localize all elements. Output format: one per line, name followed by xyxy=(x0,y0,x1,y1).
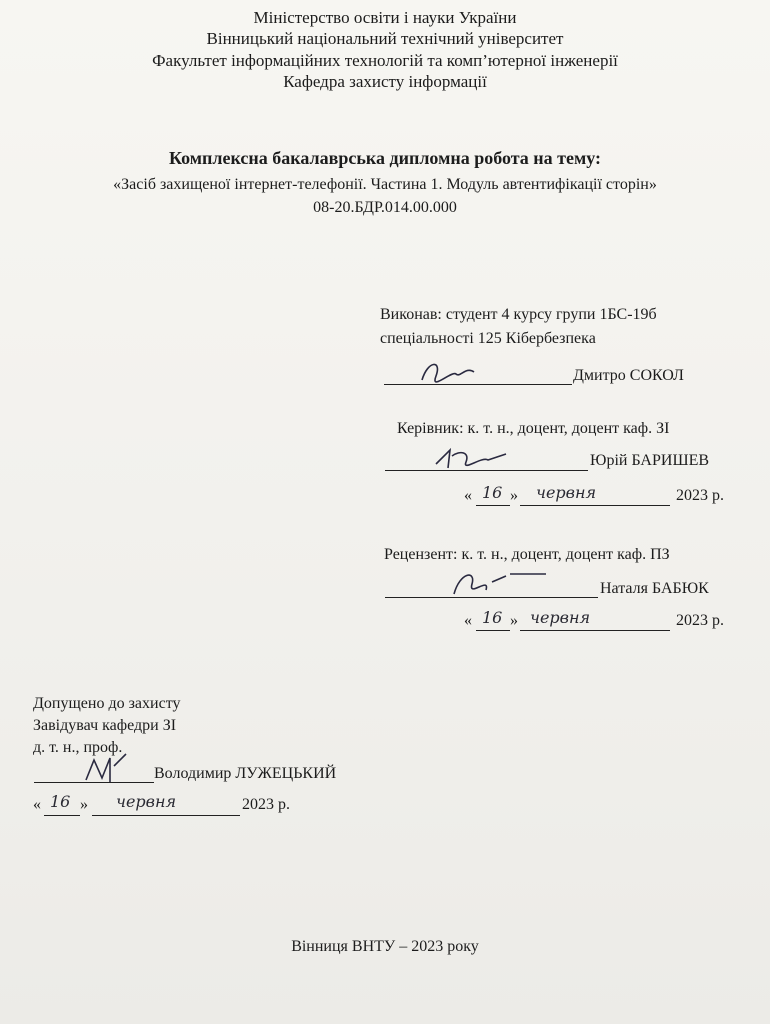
author-line1: Виконав: студент 4 курсу групи 1БС-19б xyxy=(380,306,657,323)
admission-month-line xyxy=(92,815,240,816)
supervisor-date-day: 16 xyxy=(482,483,503,502)
supervisor-date-year: 2023 р. xyxy=(676,487,724,504)
author-line2: спеціальності 125 Кібербезпека xyxy=(380,330,596,347)
reviewer-signature xyxy=(446,566,556,600)
admission-line1: Допущено до захисту xyxy=(33,695,181,712)
supervisor-date-open: « xyxy=(464,487,472,504)
supervisor-month-line xyxy=(520,505,670,506)
ministry-line: Міністерство освіти і науки України xyxy=(253,8,517,27)
supervisor-signature xyxy=(430,442,514,476)
supervisor-name: Юрій БАРИШЕВ xyxy=(590,452,710,469)
author-signature xyxy=(418,356,478,386)
admission-date-mid: » xyxy=(80,796,88,813)
admission-line2: Завідувач кафедри ЗІ xyxy=(33,717,177,734)
author-signature-line xyxy=(384,384,572,385)
faculty-line: Факультет інформаційних технологій та комп’ютерної інженерії xyxy=(152,51,618,70)
reviewer-date-day: 16 xyxy=(482,608,503,627)
reviewer-month-line xyxy=(520,630,670,631)
reviewer-date-mid: » xyxy=(510,612,518,629)
admission-date-year: 2023 р. xyxy=(242,796,290,813)
supervisor-day-line xyxy=(476,505,510,506)
reviewer-date-open: « xyxy=(464,612,472,629)
head-signature xyxy=(80,748,140,788)
footer-city-year: Вінниця ВНТУ – 2023 року xyxy=(291,938,479,955)
reviewer-date-year: 2023 р. xyxy=(676,612,724,629)
supervisor-date-mid: » xyxy=(510,487,518,504)
admission-day-line xyxy=(44,815,80,816)
author-name: Дмитро СОКОЛ xyxy=(573,367,684,384)
reviewer-role: Рецензент: к. т. н., доцент, доцент каф. ПЗ xyxy=(384,546,670,563)
university-line: Вінницький національний технічний університет xyxy=(206,29,564,48)
admission-date-month: червня xyxy=(116,792,177,811)
thesis-topic: «Засіб захищеної інтернет-телефонії. Частина 1. Модуль автентифікації сторін» xyxy=(113,176,657,193)
admission-date-open: « xyxy=(33,796,41,813)
thesis-code: 08-20.БДР.014.00.000 xyxy=(313,199,457,216)
thesis-title: Комплексна бакалаврська дипломна робота на тему: xyxy=(168,148,602,168)
reviewer-date-month: червня xyxy=(530,608,591,627)
head-name: Володимир ЛУЖЕЦЬКИЙ xyxy=(154,765,337,782)
admission-line3: д. т. н., проф. xyxy=(33,739,123,756)
department-line: Кафедра захисту інформації xyxy=(283,72,487,91)
reviewer-name: Наталя БАБЮК xyxy=(600,580,709,597)
admission-date-day: 16 xyxy=(50,792,71,811)
reviewer-day-line xyxy=(476,630,510,631)
supervisor-role: Керівник: к. т. н., доцент, доцент каф. ЗІ xyxy=(397,420,670,437)
supervisor-date-month: червня xyxy=(536,483,597,502)
